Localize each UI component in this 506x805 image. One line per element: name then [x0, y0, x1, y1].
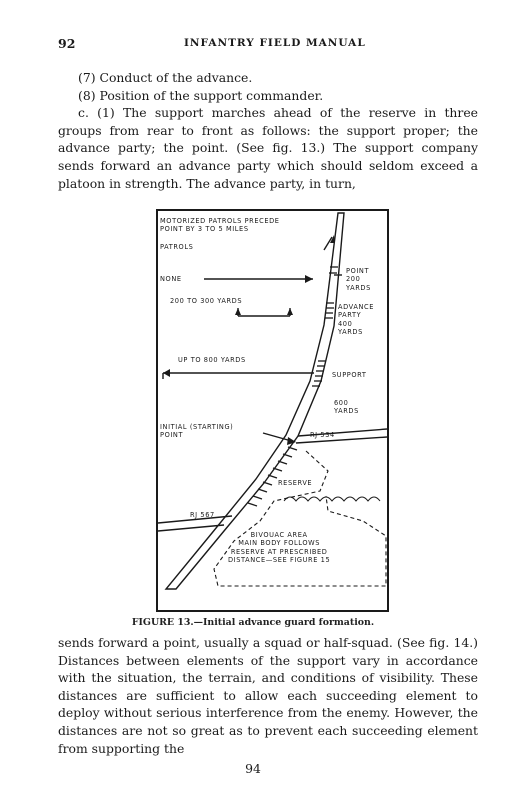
page-number: 92 — [58, 36, 76, 51]
footer-page-number: 94 — [245, 761, 261, 776]
label-600-yards: 600 YARDS — [334, 399, 359, 416]
body-text-top — [58, 69, 478, 192]
label-initial-point: INITIAL (STARTING) POINT — [160, 423, 234, 440]
label-support: SUPPORT — [332, 371, 367, 379]
label-patrols: PATROLS — [160, 243, 194, 251]
body-text-bottom — [58, 634, 478, 757]
running-title: INFANTRY FIELD MANUAL — [184, 37, 366, 49]
paragraph-continued: sends forward a point, usually a squad or half-squad. (See fig. 14.) Distances between elements of the support vary in accordance with the situation, the terrain, and conditions of visibility. These distances are sufficient to allow each succeeding element to deploy without serious interference from the enemy. However, the distances are not so great as to prevent each succeeding element from supporting the — [58, 635, 478, 756]
label-rj-534: RJ 534 — [310, 431, 335, 439]
vegetation-line — [284, 497, 380, 501]
label-bivouac-area: BIVOUAC AREA MAIN BODY FOLLOWS RESERVE AT PRESCRIBED DISTANCE—SEE FIGURE 15 — [228, 531, 331, 565]
running-header — [58, 36, 458, 50]
label-motorized-patrols: MOTORIZED PATROLS PRECEDE POINT BY 3 TO 5 MILES — [160, 217, 280, 234]
paragraph-c1: c. (1) The support marches ahead of the reserve in three groups from rear to front as follows: the support proper; the advance party; the point. (See fig. 13.) The support company sends forward an advance party which should seldom exceed a platoon in strength. The advance party, in turn, — [58, 105, 478, 191]
figure-caption: FIGURE 13.—Initial advance guard formation. — [131, 617, 375, 628]
bivouac-boundary — [214, 451, 386, 586]
label-up-to-800-yards: UP TO 800 YARDS — [178, 356, 246, 364]
label-point: POINT 200 YARDS — [346, 267, 371, 292]
arrow-motorized — [324, 237, 332, 250]
figure-13-diagram — [156, 209, 389, 612]
list-item-8: (8) Position of the support commander. — [78, 87, 324, 103]
label-advance-party: ADVANCE PARTY 400 YARDS — [338, 303, 374, 337]
list-item-7: (7) Conduct of the advance. — [78, 70, 253, 85]
label-200-300-yards: 200 TO 300 YARDS — [170, 297, 243, 305]
label-rj-567: RJ 567 — [190, 511, 215, 519]
label-none: NONE — [160, 275, 182, 283]
label-reserve: RESERVE — [278, 479, 313, 487]
